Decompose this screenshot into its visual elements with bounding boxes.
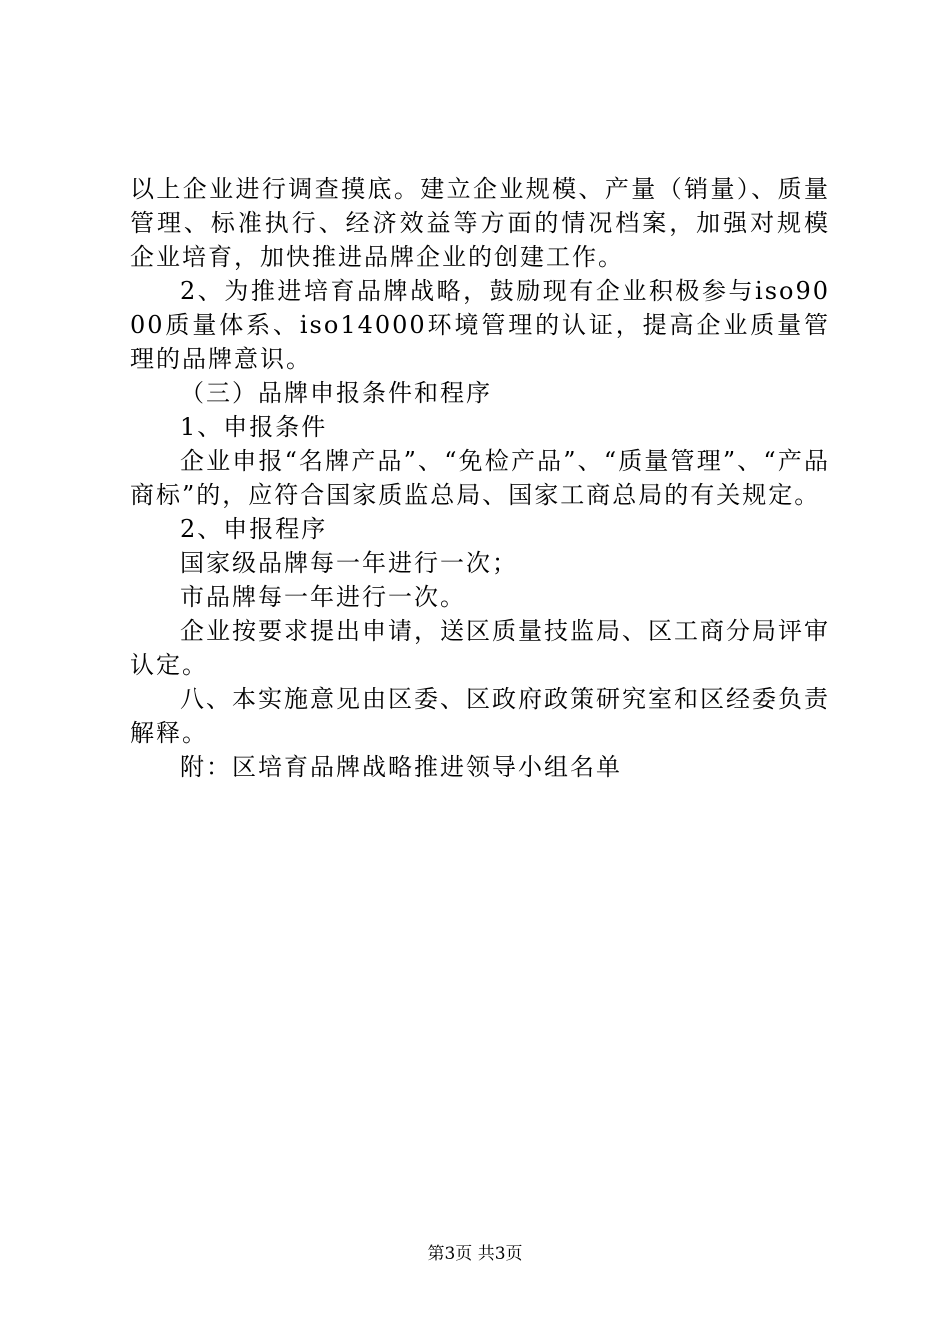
section-heading: （三）品牌申报条件和程序 — [180, 379, 492, 407]
page-footer: 第3页 共3页 — [427, 1244, 523, 1264]
subheading-conditions: 1、申报条件 — [180, 413, 328, 441]
paragraph-conditions: 企业申报“名牌产品”、“免检产品”、“质量管理”、“产品商标”的，应符合国家质监总局、国家工商总局的有关规定。 — [130, 447, 830, 509]
paragraph-1: 以上企业进行调查摸底。建立企业规模、产量（销量）、质量管理、标准执行、经济效益等方面的情况档案，加强对规模企业培育，加快推进品牌企业的创建工作。 — [130, 175, 830, 271]
paragraph-city: 市品牌每一年进行一次。 — [180, 583, 466, 611]
subheading-procedure: 2、申报程序 — [180, 515, 328, 543]
paragraph-application: 企业按要求提出申请，送区质量技监局、区工商分局评审认定。 — [130, 617, 830, 679]
paragraph-attachment: 附：区培育品牌战略推进领导小组名单 — [180, 753, 622, 781]
paragraph-2: 2、为推进培育品牌战略，鼓励现有企业积极参与iso9000质量体系、iso14000环境管理的认证，提高企业质量管理的品牌意识。 — [130, 277, 830, 373]
paragraph-national: 国家级品牌每一年进行一次； — [180, 549, 518, 577]
paragraph-interpretation: 八、本实施意见由区委、区政府政策研究室和区经委负责解释。 — [130, 685, 830, 747]
document-body — [130, 172, 830, 784]
